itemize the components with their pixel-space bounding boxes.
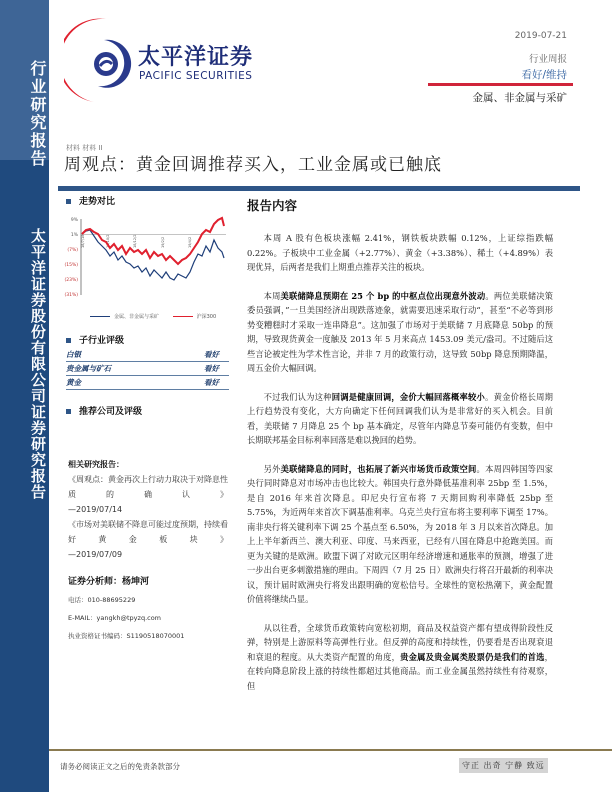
square-bullet-icon (66, 409, 71, 414)
related-report-link[interactable]: 《周观点：黄金再次上行动力取决于对降息性质的确认》 (68, 475, 228, 499)
header-divider (428, 83, 573, 86)
sub-rating-table (66, 348, 229, 390)
table-row: 白银 看好 (66, 348, 229, 362)
paragraph: 从以往看，全球货币政策转向宽松初期，商品及权益资产都有望成得阶段性反弹，特别是上游原料等高弹性行业。但反弹的高度和持续性，仍要看是否出现衰退和衰退的程度。从大类资产配置的角度，贵金属及贵金属类股票仍是我们的首选，在转向降息阶段上涨的持续性都超过其他商品。而工业金属虽然持续性有待观察，但 (247, 622, 553, 691)
svg-text:19/4/2: 19/4/2 (188, 236, 192, 248)
legend-item-sector: 金属、非金属与采矿 (90, 313, 159, 320)
sidebar-company-label: 太平洋证券股份有限公司证券研究报告 (29, 228, 47, 500)
paragraph: 不过我们认为这种回调是健康回调，金价大幅回落概率较小。黄金价格长周期上行趋势没有变化，大方向确定下任何回调我们认为是非常好的买入机会。目前看，美联储 7 月降息 25 个 bp 基本确定，尽管年内降息节奏可能仍有变数，但中长期联邦基金目标利率回落是难以挽回的趋势。 (247, 391, 553, 445)
y-tick: (7%) (67, 248, 78, 253)
report-content (247, 196, 553, 707)
brand-name-cn: 太平洋证券 (138, 45, 254, 70)
y-tick: (15%) (64, 263, 78, 268)
chart-legend (90, 313, 228, 320)
brand-name-en: PACIFIC SECURITIES (139, 70, 253, 82)
footer-disclaimer: 请务必阅读正文之后的免责条款部分 (60, 762, 180, 771)
title-divider (58, 186, 580, 191)
svg-text:18/10/2: 18/10/2 (106, 234, 110, 248)
analyst-license: 执业资格证书编码：S1190518070001 (68, 632, 185, 640)
analyst-email[interactable]: E-MAIL：yangkh@tpyzq.com (68, 614, 162, 622)
breadcrumb: 材料 材料 II (66, 144, 103, 152)
sub-rating-heading: 子行业评级 (66, 333, 124, 346)
y-tick: (23%) (64, 278, 78, 283)
report-date: 2019-07-21 (514, 31, 567, 41)
related-report-date: —2019/07/14 (68, 505, 123, 514)
square-bullet-icon (66, 199, 71, 204)
trend-chart (64, 212, 234, 312)
y-tick: 9% (70, 218, 78, 223)
svg-text:18/12/2: 18/12/2 (133, 234, 137, 248)
y-tick: 1% (70, 233, 78, 238)
trend-heading: 走势对比 (66, 194, 115, 207)
sidebar-report-category: 行业研究报告 (28, 60, 47, 168)
y-tick: (31%) (64, 293, 78, 298)
industry-sector: 金属、非金属与采矿 (472, 92, 567, 104)
table-row: 贵金属与矿石 看好 (66, 362, 229, 376)
paragraph: 另外美联储降息的同时，也拓展了新兴市场货币政策空间。本周四韩国等四家央行同时降息对市场冲击也比较大。韩国央行意外降低基准利率 25bp 至 1.5%，是自 2016 年来首次降息。印尼央行宣布将 7 天期回购利率降低 25bp 至 5.75%，为近两年来首次下调基准利率。乌克兰央行宣布将主要利率下调至 17%。南非央行将关键利率下调 25 个基点至 6.50%，为 2018 年 3 月以来首次降息。加上上半年新西兰、澳大利亚、印度、马来西亚，已经有八国在降息中抢跑美国。而更为关键的是欧洲。欧盟下调了对欧元区明年经济增速和通胀率的预测，增强了进一步出台更多刺激措施的理由。下周四（7 月 25 日）欧洲央行将召开最新的利率决议，预计届时欧洲央行将发出跟明确的宽松信号。全球性的宽松热潮下，黄金配置价值将继续凸显。 (247, 463, 553, 604)
paragraph: 本周 A 股有色板块涨幅 2.41%，钢铁板块跌幅 0.12%，上证综指跌幅 0.22%。子板块中工业金属（+2.77%）、黄金（+3.38%）、稀土（+4.89%）表现优异，后两者是我们上期重点推荐关注的板块。 (247, 233, 553, 272)
svg-text:18/7/18: 18/7/18 (81, 234, 85, 248)
content-heading: 报告内容 (247, 198, 298, 213)
footer-motto: 守正 出奇 宁静 致远 (459, 758, 548, 773)
legend-item-csi300: 沪深300 (173, 313, 217, 320)
series-csi300-line (82, 218, 224, 264)
page-title: 周观点：黄金回调推荐买入，工业金属或已触底 (64, 155, 442, 175)
svg-text:19/2/2: 19/2/2 (161, 236, 165, 248)
related-reports (68, 457, 228, 562)
related-report-link[interactable]: 《市场对美联储不降息可能过度预期，持续看好黄金板块》 (68, 520, 228, 544)
related-report-date: —2019/07/09 (68, 550, 123, 559)
footer-divider (49, 749, 612, 751)
analyst-name: 证券分析师：杨坤河 (68, 577, 150, 587)
industry-rating: 看好/维持 (521, 69, 567, 81)
report-type: 行业周报 (528, 54, 567, 65)
recommend-heading: 推荐公司及评级 (66, 404, 142, 417)
analyst-phone: 电话：010-88695229 (68, 596, 136, 604)
paragraph: 本周美联储降息预期在 25 个 bp 的中枢点位出现意外波动。两位美联储决策委员强调，”一旦美国经济出现跌落迹象，就需要迅速采取行动“，甚至“不必等到形势变糟糕时才采取一连串降息”。这加强了市场对于美联储 7 月底降息 50bp 的预期，导致现货黄金一度触及 2013 年 5 月来高点 1453.09 美元/盎司。不过随后这些言论被定性为学术性言论，并非 7 月的政策行动，这导致 50bp 降息预期降温，周五金价大幅回调。 (247, 290, 553, 373)
table-row: 黄金 看好 (66, 376, 229, 390)
analyst-info (68, 574, 238, 649)
related-label: 相关研究报告： (68, 459, 124, 469)
square-bullet-icon (66, 338, 71, 343)
